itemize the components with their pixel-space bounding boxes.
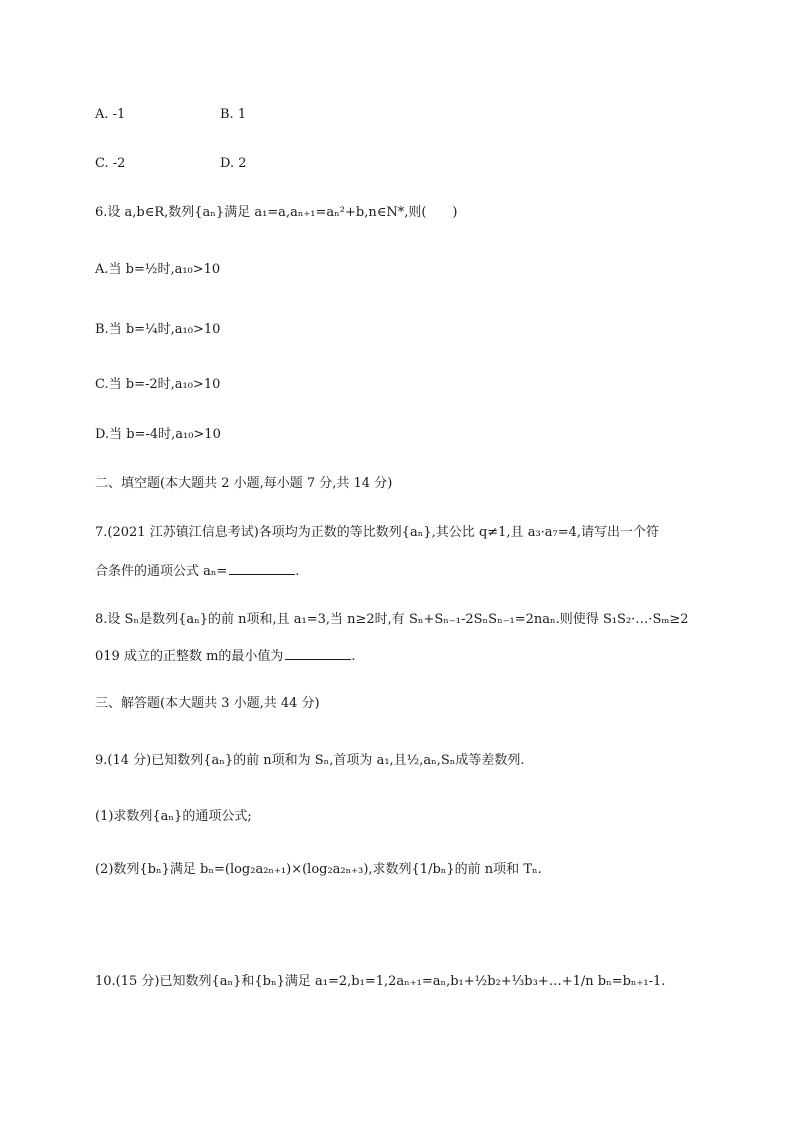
section-2-heading: 二、填空题(本大题共 2 小题,每小题 7 分,共 14 分) xyxy=(95,476,393,491)
option-b-q5: B. 1 xyxy=(220,107,247,122)
question-8-end: . xyxy=(351,649,356,664)
question-9-part-2: (2)数列{bₙ}满足 bₙ=(log₂a₂ₙ₊₁)×(log₂a₂ₙ₊₃),求数列{1/bₙ}的前 n项和 Tₙ. xyxy=(95,862,542,877)
question-6-option-a: A.当 b=½时,a₁₀>10 xyxy=(95,262,221,277)
question-7-end: . xyxy=(295,564,300,579)
question-7-line-2 xyxy=(95,562,300,581)
option-d-q5: D. 2 xyxy=(220,156,247,171)
option-c-q5: C. -2 xyxy=(95,156,126,171)
section-3-heading: 三、解答题(本大题共 3 小题,共 44 分) xyxy=(95,696,320,711)
question-7-line-1: 7.(2021 江苏镇江信息考试)各项均为正数的等比数列{aₙ},其公比 q≠1,且 a₃·a₇=4,请写出一个符 xyxy=(95,525,660,540)
question-6-option-c: C.当 b=-2时,a₁₀>10 xyxy=(95,377,221,392)
question-7-prompt: 合条件的通项公式 aₙ= xyxy=(95,564,228,579)
answer-blank-q8[interactable] xyxy=(285,647,351,660)
question-8-line-1: 8.设 Sₙ是数列{aₙ}的前 n项和,且 a₁=3,当 n≥2时,有 Sₙ+Sₙ₋₁-2SₙSₙ₋₁=2naₙ.则使得 S₁S₂·…·Sₘ≥2 xyxy=(95,612,689,627)
option-a-q5: A. -1 xyxy=(95,107,126,122)
question-8-prompt: 019 成立的正整数 m的最小值为 xyxy=(95,649,284,664)
question-10-stem: 10.(15 分)已知数列{aₙ}和{bₙ}满足 a₁=2,b₁=1,2aₙ₊₁=aₙ,b₁+½b₂+⅓b₃+…+1/n bₙ=bₙ₊₁-1. xyxy=(95,974,666,989)
question-6-option-b: B.当 b=¼时,a₁₀>10 xyxy=(95,322,221,337)
question-9-stem: 9.(14 分)已知数列{aₙ}的前 n项和为 Sₙ,首项为 a₁,且½,aₙ,Sₙ成等差数列. xyxy=(95,753,525,768)
question-6-option-d: D.当 b=-4时,a₁₀>10 xyxy=(95,427,221,442)
question-6-stem: 6.设 a,b∈R,数列{aₙ}满足 a₁=a,aₙ₊₁=aₙ²+b,n∈N*,则( ) xyxy=(95,205,458,220)
question-9-part-1: (1)求数列{aₙ}的通项公式; xyxy=(95,809,252,824)
question-8-line-2 xyxy=(95,647,356,666)
answer-blank-q7[interactable] xyxy=(229,562,295,575)
